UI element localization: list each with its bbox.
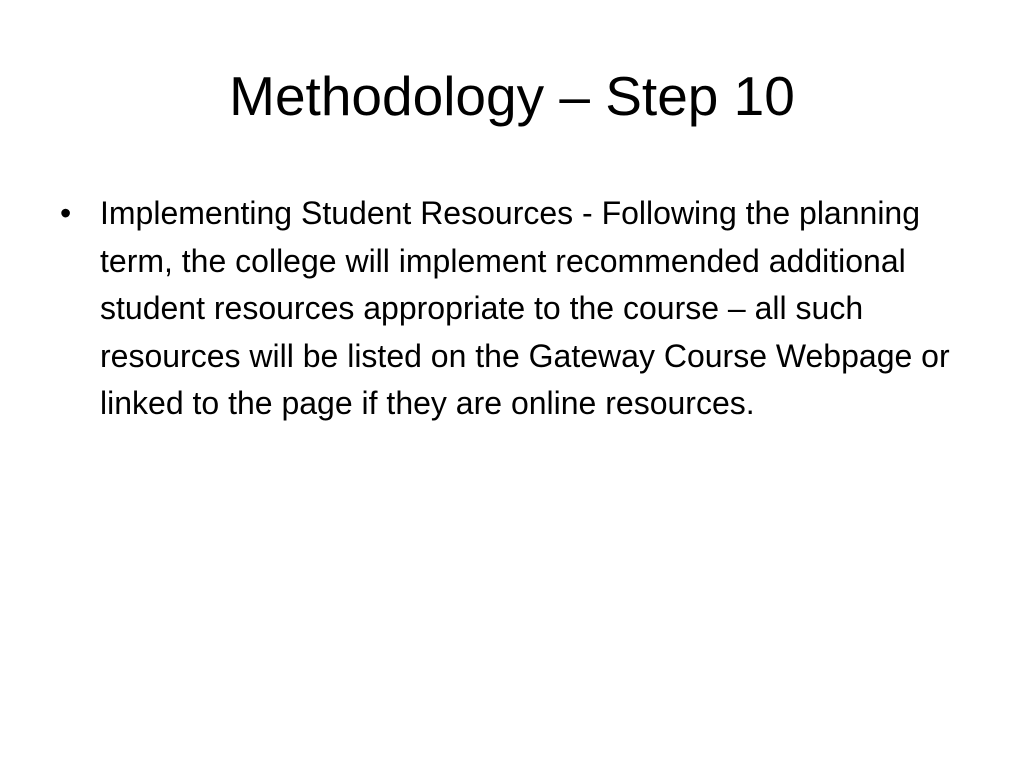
slide-title: Methodology – Step 10 (229, 65, 795, 127)
bullet-marker: • (60, 195, 72, 231)
bullet-text: Implementing Student Resources - Following the planning term, the college will implement recommended additional student resources appropriate to the course – all such resources will be listed on the Gateway Course Webpage or linked to the page if they are online resources. (100, 195, 950, 421)
slide-body (60, 190, 970, 428)
bullet-item (60, 190, 970, 428)
